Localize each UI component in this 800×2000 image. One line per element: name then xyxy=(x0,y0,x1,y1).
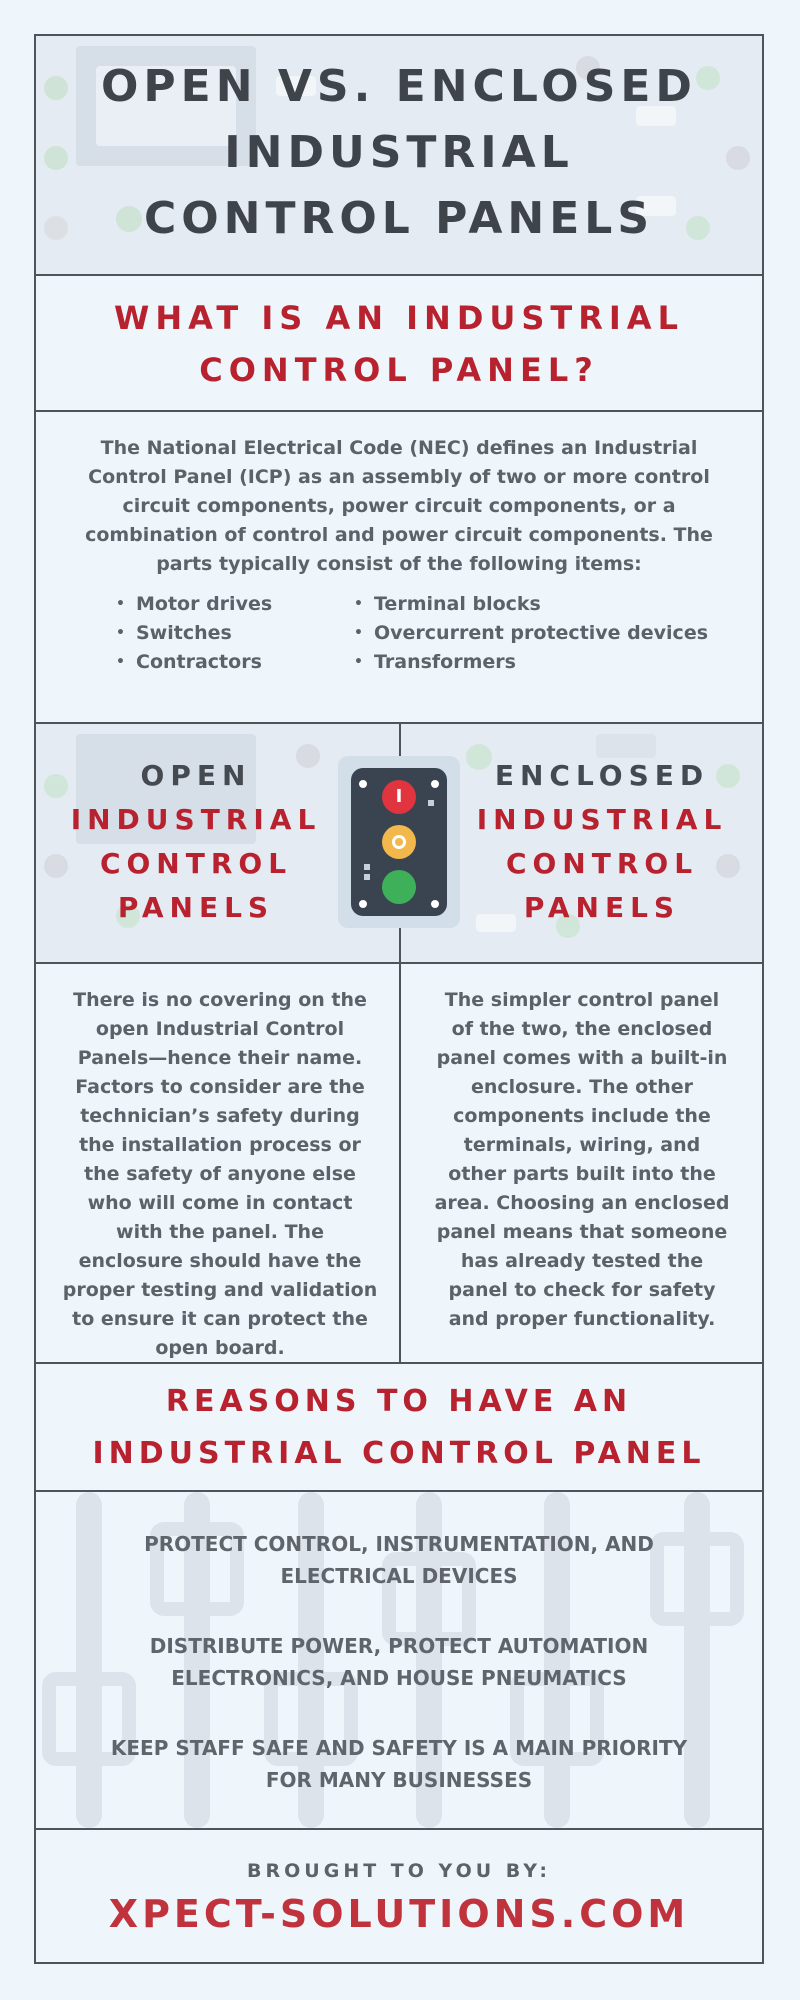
list-item: • Switches xyxy=(116,619,336,648)
brought-to-you-by: BROUGHT TO YOU BY: xyxy=(247,1860,551,1882)
reasons-heading-section xyxy=(36,1364,762,1490)
reasons-list-section xyxy=(36,1492,762,1828)
control-panel-icon xyxy=(338,756,460,928)
footer-section xyxy=(36,1830,762,1962)
header-section xyxy=(36,36,762,274)
reasons-heading-line-1: REASONS TO HAVE AN xyxy=(165,1384,633,1419)
what-is-heading-section xyxy=(36,276,762,410)
enclosed-panel-label xyxy=(442,754,762,930)
open-label-line-1: INDUSTRIAL xyxy=(70,803,322,836)
items-list-left xyxy=(116,590,336,677)
comparison-body-section xyxy=(36,964,762,1362)
open-label-top: OPEN xyxy=(140,759,252,792)
enclosed-label-line-3: PANELS xyxy=(523,891,681,924)
enclosed-panel-description: The simpler control panel of the two, the enclosed panel comes with a built-in enclosure. The other components include the terminals, wiring, and other parts built into the area. Choosing an enclosed panel means that someone has already tested the panel to check for safety and proper functionality. xyxy=(434,989,730,1330)
page-title-line-1: OPEN VS. ENCLOSED xyxy=(101,61,697,112)
what-is-heading-line-1: WHAT IS AN INDUSTRIAL xyxy=(114,299,684,337)
list-item: • Contractors xyxy=(116,648,336,677)
list-item: • Terminal blocks xyxy=(354,590,734,619)
enclosed-label-line-2: CONTROL xyxy=(505,847,699,880)
what-is-heading xyxy=(36,292,762,396)
open-label-line-3: PANELS xyxy=(117,891,275,924)
what-is-heading-line-2: CONTROL PANEL? xyxy=(199,351,599,389)
comparison-labels-section xyxy=(36,724,762,962)
reasons-heading xyxy=(36,1376,762,1480)
open-panel-label xyxy=(36,754,356,930)
list-item: • Transformers xyxy=(354,648,734,677)
power-switch-label: I xyxy=(395,786,403,807)
enclosed-label-top: ENCLOSED xyxy=(494,759,710,792)
enclosed-label-line-1: INDUSTRIAL xyxy=(476,803,728,836)
site-link[interactable]: XPECT-SOLUTIONS.COM xyxy=(108,1892,690,1936)
page-title xyxy=(36,54,762,252)
reasons-heading-line-2: INDUSTRIAL CONTROL PANEL xyxy=(92,1436,706,1471)
open-label-line-2: CONTROL xyxy=(99,847,293,880)
list-item: • Motor drives xyxy=(116,590,336,619)
open-panel-description: There is no covering on the open Industrial Control Panels—hence their name. Factors to consider are the technician’s safety during the installation process or the safety of anyone else who will come in contact with the panel. The enclosure should have the proper testing and validation to ensure it can protect the open board. xyxy=(62,989,378,1359)
reason-item-3: KEEP STAFF SAFE AND SAFETY IS A MAIN PRIORITY FOR MANY BUSINESSES xyxy=(110,1736,688,1792)
list-item: • Overcurrent protective devices xyxy=(354,619,734,648)
what-is-description: The National Electrical Code (NEC) defines an Industrial Control Panel (ICP) as an assembly of two or more control circuit components, power circuit components, or a combination of control and power circuit components. The parts typically consist of the following items: xyxy=(85,437,713,575)
reason-item-1: PROTECT CONTROL, INSTRUMENTATION, AND ELECTRICAL DEVICES xyxy=(144,1532,654,1588)
page-title-line-3: CONTROL PANELS xyxy=(143,193,655,244)
items-list-right xyxy=(354,590,734,677)
what-is-body-section xyxy=(36,412,762,722)
reason-item-2: DISTRIBUTE POWER, PROTECT AUTOMATION ELECTRONICS, AND HOUSE PNEUMATICS xyxy=(149,1634,649,1690)
page-title-line-2: INDUSTRIAL xyxy=(224,127,574,178)
infographic-frame xyxy=(34,34,764,1964)
